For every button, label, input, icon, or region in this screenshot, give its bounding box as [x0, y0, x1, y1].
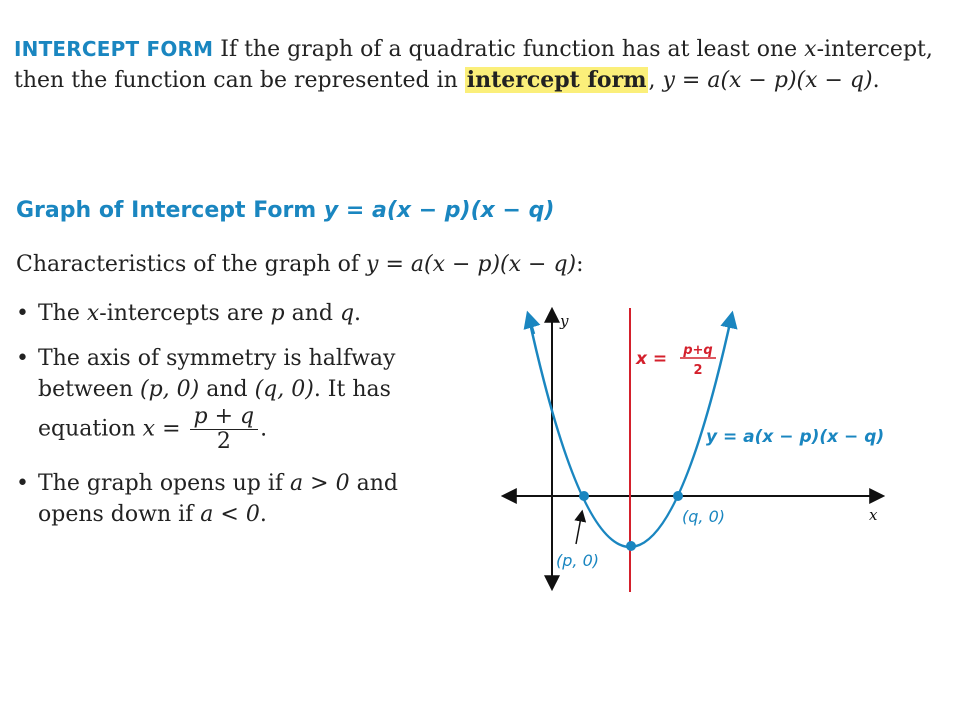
bullet-text: The graph opens up if: [38, 471, 291, 496]
definition-text-1: If the graph of a quadratic function has at least one: [213, 37, 805, 62]
bullet-text: . It has: [313, 377, 391, 402]
curve-equation-label: y = a(x − p)(x − q): [706, 427, 885, 447]
axis-fraction-numerator: p+q: [683, 343, 713, 358]
characteristics-heading: [16, 252, 584, 277]
bullet-text: and: [349, 471, 398, 496]
definition-text-3: then the function can be represented in: [14, 68, 465, 93]
definition-highlight: intercept form: [466, 67, 647, 93]
bullet-condition: a < 0: [200, 502, 260, 527]
axis-fraction-denominator: 2: [693, 363, 703, 378]
bullet-dot: •: [16, 471, 29, 496]
bullet-text: The axis of symmetry is halfway: [38, 346, 396, 371]
fraction-denominator: 2: [216, 429, 231, 454]
bullet-text: .: [259, 502, 267, 527]
bullet-text: .: [354, 301, 362, 326]
bullet-condition: a > 0: [290, 471, 350, 496]
bullet-axis-of-symmetry: [16, 343, 456, 454]
definition-x-var: x: [804, 37, 817, 62]
characteristics-formula: y = a(x − p)(x − q): [366, 252, 577, 277]
vertex-point: [626, 541, 636, 551]
bullet-text: .: [260, 416, 268, 442]
y-axis-label: y: [560, 312, 569, 330]
bullet-text: and: [199, 377, 255, 402]
characteristics-list: [16, 298, 456, 544]
bullet-text: and: [284, 301, 340, 326]
bullet-opens: [16, 468, 456, 530]
definition-block: [14, 34, 944, 96]
definition-text-5: .: [872, 68, 880, 93]
section-title: [16, 198, 554, 223]
axis-of-symmetry-label: x =: [636, 349, 668, 369]
bullet-var: x: [86, 301, 100, 326]
bullet-text: equation: [38, 416, 143, 442]
bullet-equation: x =: [142, 416, 181, 442]
bullet-point-p: (p, 0): [139, 377, 200, 402]
definition-formula: y = a(x − p)(x − q): [662, 68, 873, 93]
q-point-label: (q, 0): [682, 507, 725, 526]
bullet-dot: •: [16, 301, 29, 326]
bullet-text: between: [38, 377, 140, 402]
bullet-point-q: (q, 0): [254, 377, 314, 402]
definition-term: INTERCEPT FORM: [14, 37, 214, 61]
section-title-formula: y = a(x − p)(x − q): [323, 198, 555, 223]
bullet-var: q: [339, 301, 355, 326]
p-pointer-arrow: [576, 512, 582, 544]
bullet-text: opens down if: [38, 502, 201, 527]
definition-text-2: -intercept,: [816, 37, 933, 62]
bullet-text: The: [38, 301, 87, 326]
parabola-graph: [490, 300, 930, 600]
fraction-numerator: p + q: [190, 405, 259, 430]
section-title-prefix: Graph of Intercept Form: [16, 198, 324, 223]
p-point-label: (p, 0): [556, 551, 599, 570]
bullet-dot: •: [16, 346, 29, 371]
bullet-fraction: [190, 405, 259, 454]
bullet-var: p: [270, 301, 285, 326]
bullet-text: -intercepts are: [99, 301, 271, 326]
point-q: [673, 491, 683, 501]
characteristics-suffix: :: [576, 252, 584, 277]
definition-text-4: ,: [648, 68, 663, 93]
characteristics-prefix: Characteristics of the graph of: [16, 252, 367, 277]
point-p: [579, 491, 589, 501]
x-axis-label: x: [869, 506, 878, 524]
bullet-intercepts: [16, 298, 456, 329]
graph-svg: [490, 300, 930, 600]
